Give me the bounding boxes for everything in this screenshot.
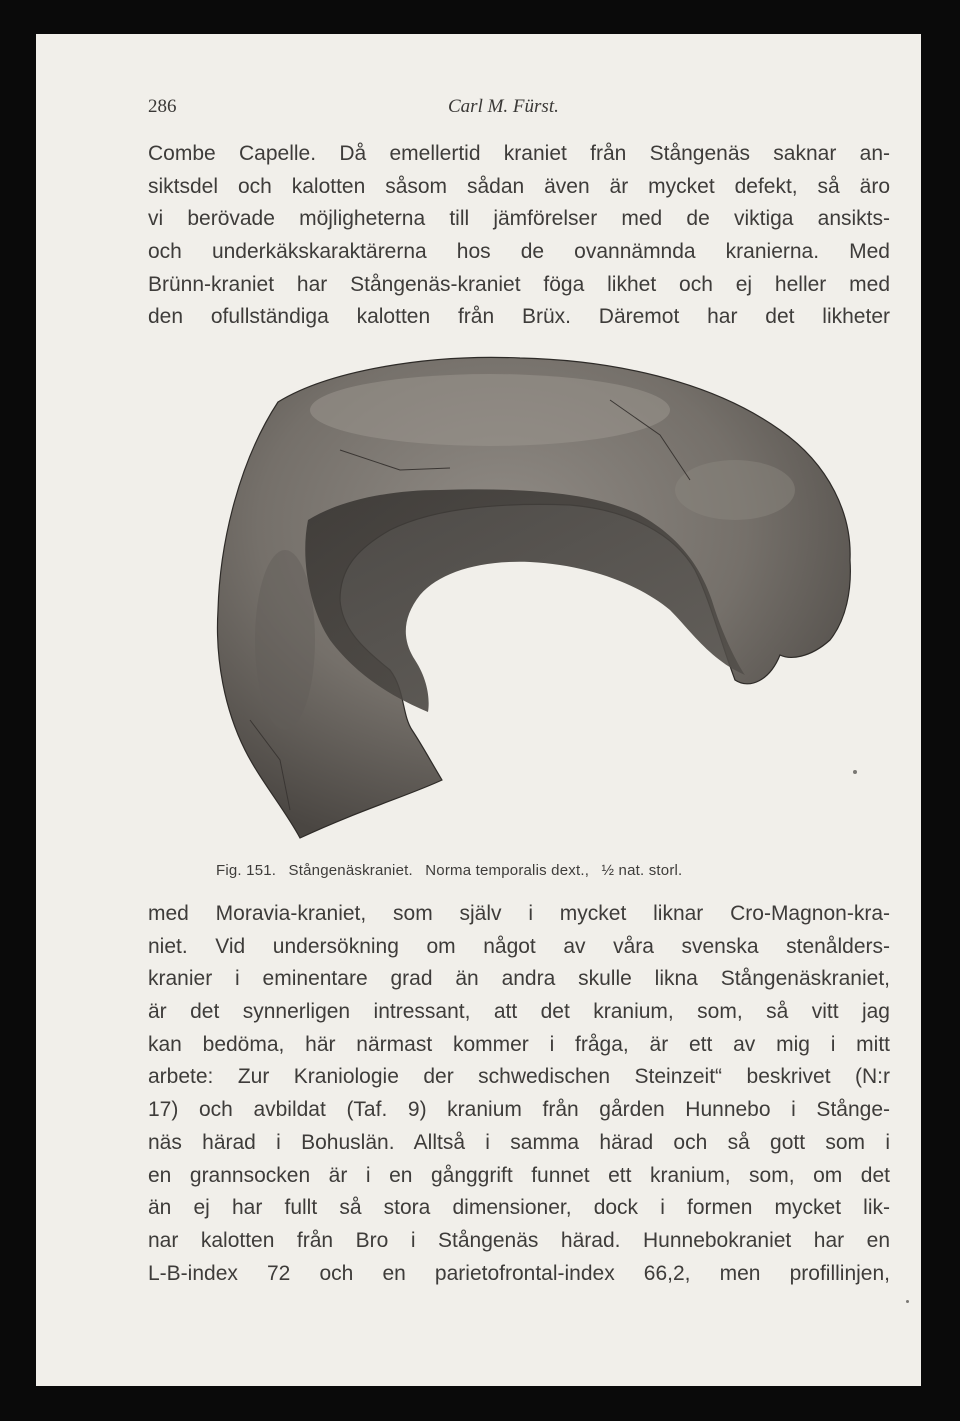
- text-line: arbete: Zur Kraniologie der schwedischen Steinzeit“ beskrivet (N:r: [148, 1065, 890, 1089]
- text-line: nar kalotten från Bro i Stångenäs härad. Hunnebokraniet har en: [148, 1228, 890, 1252]
- page-number: 286: [148, 96, 177, 117]
- text-line: den ofullständiga kalotten från Brüx. Däremot har det likheter: [148, 305, 890, 329]
- text-line: än ej har fullt så stora dimensioner, dock i formen mycket lik-: [148, 1196, 890, 1220]
- page-header: [148, 96, 886, 126]
- skull-highlight: [310, 374, 670, 446]
- text-line: är det synnerligen intressant, att det kranium, som, så vitt jag: [148, 1000, 890, 1024]
- text-line: med Moravia-kraniet, som själv i mycket liknar Cro-Magnon-kra-: [148, 902, 890, 925]
- running-head: Carl M. Fürst.: [448, 96, 559, 117]
- skull-shadow: [255, 550, 315, 730]
- text-line: en grannsocken är i en gånggrift funnet ett kranium, som, om det: [148, 1163, 890, 1187]
- text-line: Combe Capelle. Då emellertid kraniet från Stångenäs saknar an-: [148, 142, 890, 165]
- figure-caption: [216, 862, 876, 879]
- caption-label: Fig. 151.: [216, 862, 277, 879]
- caption-title: Stångenäskraniet.: [288, 862, 413, 879]
- text-line: vi berövade möjligheterna till jämförelser med de viktiga ansikts-: [148, 207, 890, 231]
- scan-speck: [853, 770, 857, 774]
- text-line: L-B-index 72 och en parietofrontal-index 66,2, men profillinjen,: [148, 1261, 890, 1285]
- paragraph-bottom: [148, 898, 890, 1290]
- text-line: 17) och avbildat (Taf. 9) kranium från gården Hunnebo i Stånge-: [148, 1098, 890, 1122]
- paragraph-top: [148, 138, 890, 334]
- text-line: niet. Vid undersökning om något av våra svenska stenålders-: [148, 934, 890, 958]
- text-line: Brünn-kraniet har Stångenäs-kraniet föga likhet och ej heller med: [148, 272, 890, 296]
- text-line: näs härad i Bohuslän. Alltså i samma härad och så gott som i: [148, 1130, 890, 1154]
- text-line: kranier i eminentare grad än andra skulle likna Stångenäskraniet,: [148, 967, 890, 991]
- skull-figure: [190, 340, 870, 860]
- text-line: siktsdel och kalotten såsom sådan även är mycket defekt, så äro: [148, 174, 890, 198]
- text-line: och underkäkskaraktärerna hos de ovannämnda kranierna. Med: [148, 240, 890, 264]
- skull-highlight: [675, 460, 795, 520]
- scan-speck: [906, 1300, 909, 1303]
- caption-view: Norma temporalis dext.,: [425, 862, 590, 879]
- text-line: kan bedöma, här närmast kommer i fråga, är ett av mig i mitt: [148, 1032, 890, 1056]
- caption-scale: ½ nat. storl.: [601, 862, 683, 879]
- skull-photo: [190, 340, 870, 860]
